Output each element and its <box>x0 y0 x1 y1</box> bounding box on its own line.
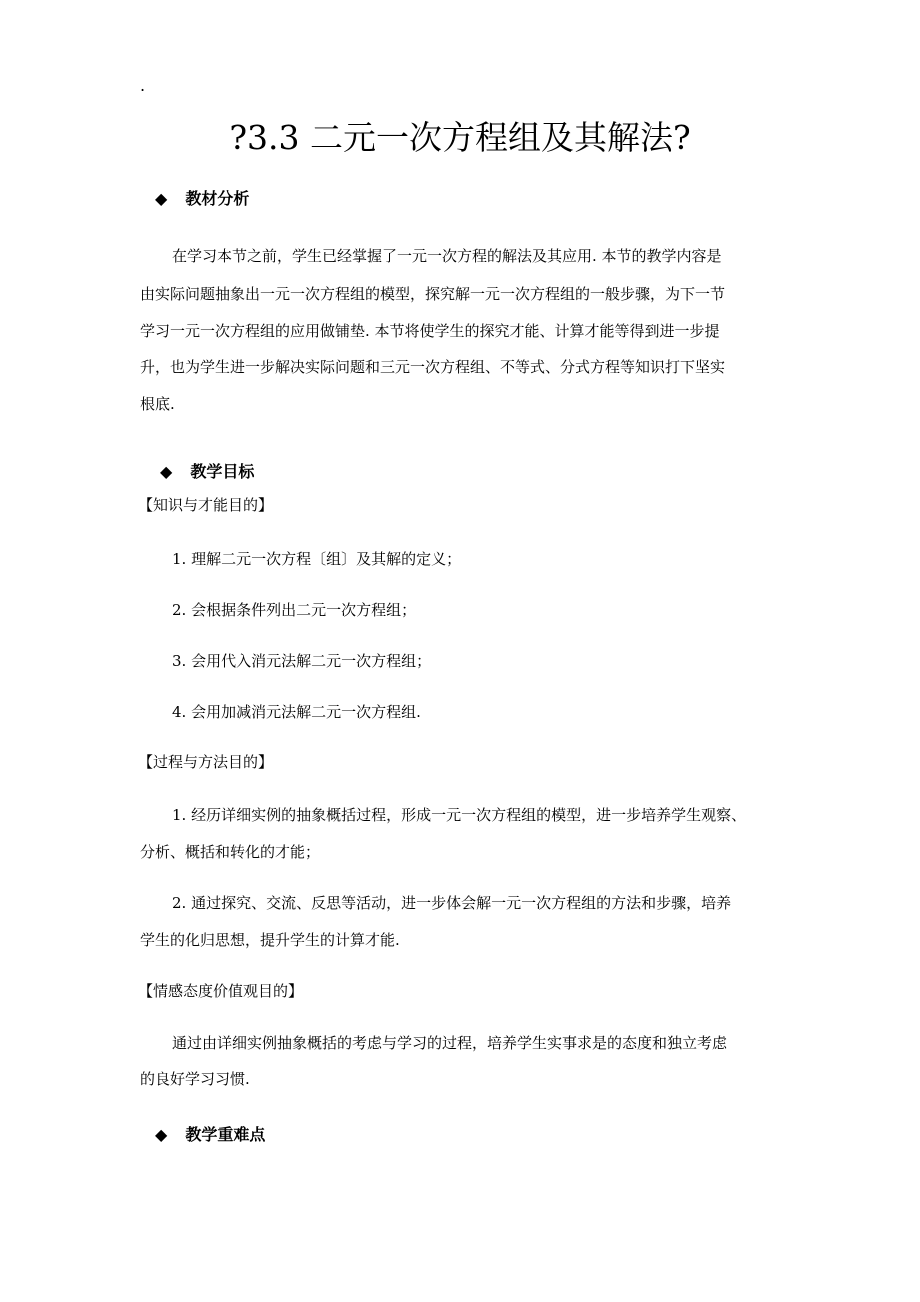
process-line: 学生的化归思想，提升学生的计算才能. <box>140 931 400 949</box>
diamond-bullet-icon: ◆ <box>155 1125 168 1144</box>
header-mark: . <box>140 76 146 95</box>
diamond-bullet-icon: ◆ <box>160 462 173 481</box>
section-title: 教学重难点 <box>185 1125 266 1144</box>
list-item: 3. 会用代入消元法解二元一次方程组； <box>172 652 432 670</box>
section-heading-keypoints <box>155 1124 265 1146</box>
section-title: 教学目标 <box>190 462 255 481</box>
analysis-line: 学习一元一次方程组的应用做铺垫. 本节将使学生的探究才能、计算才能等得到进一步提 <box>140 322 720 340</box>
emotion-line: 的良好学习习惯. <box>140 1070 250 1088</box>
section-heading-goals <box>160 461 254 483</box>
analysis-line: 由实际问题抽象出一元一次方程组的模型，探究解一元一次方程组的一般步骤，为下一节 <box>140 285 726 303</box>
process-line: 1. 经历详细实例的抽象概括过程，形成一元一次方程组的模型，进一步培养学生观察、 <box>172 806 747 824</box>
analysis-line: 在学习本节之前，学生已经掌握了一元一次方程的解法及其应用. 本节的教学内容是 <box>172 247 722 265</box>
analysis-line: 根底. <box>140 395 175 413</box>
section-heading-analysis <box>155 188 249 210</box>
process-line: 分析、概括和转化的才能； <box>140 843 321 861</box>
knowledge-goals-heading: 【知识与才能目的】 <box>138 496 274 514</box>
emotion-goals-heading: 【情感态度价值观目的】 <box>138 982 304 1000</box>
emotion-line: 通过由详细实例抽象概括的考虑与学习的过程，培养学生实事求是的态度和独立考虑 <box>172 1034 728 1052</box>
diamond-bullet-icon: ◆ <box>155 189 168 208</box>
section-title: 教材分析 <box>185 189 250 208</box>
process-goals-heading: 【过程与方法目的】 <box>138 753 274 771</box>
list-item: 2. 会根据条件列出二元一次方程组； <box>172 601 417 619</box>
page-title: ?3.3 二元一次方程组及其解法? <box>229 118 691 157</box>
list-item: 4. 会用加减消元法解二元一次方程组. <box>172 703 421 721</box>
process-line: 2. 通过探究、交流、反思等活动，进一步体会解一元一次方程组的方法和步骤，培养 <box>172 894 732 912</box>
analysis-line: 升，也为学生进一步解决实际问题和三元一次方程组、不等式、分式方程等知识打下坚实 <box>140 358 726 376</box>
list-item: 1. 理解二元一次方程〔组〕及其解的定义； <box>172 550 462 568</box>
